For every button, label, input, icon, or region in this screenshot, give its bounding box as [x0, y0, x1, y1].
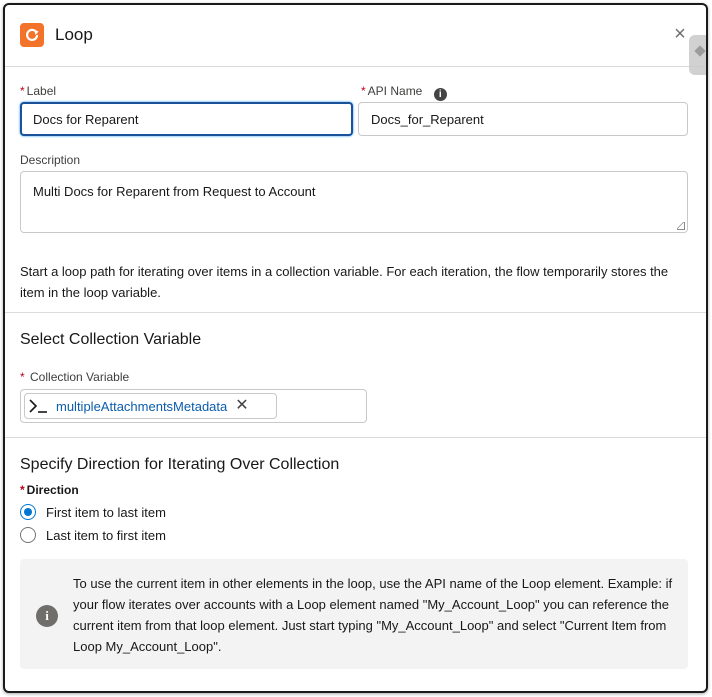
- direction-section-title: Specify Direction for Iterating Over Collection: [20, 456, 340, 473]
- loop-icon: [20, 23, 44, 47]
- radio-label: First item to last item: [46, 504, 166, 520]
- close-icon[interactable]: ×: [674, 23, 686, 45]
- direction-field-label: * Direction: [20, 483, 79, 497]
- remove-pill-icon[interactable]: ✕: [235, 397, 249, 414]
- description-value: Multi Docs for Reparent from Request to Account: [33, 184, 316, 199]
- api-name-input-value: Docs_for_Reparent: [371, 111, 484, 127]
- label-field-label: * Label: [20, 84, 57, 98]
- info-box-text: To use the current item in other elements in the loop, use the API name of the Loop element. Example: if your flow iterates over accounts with a Loop element named "My_Account_Loop" you can reference the current item from that loop element. Just start typing "My_Account_Loop" and select "Current Item from Loop My_Account_Loop".: [73, 576, 673, 654]
- collection-variable-label: * Collection Variable: [20, 370, 130, 384]
- info-icon: i: [36, 605, 58, 627]
- radio-last-to-first[interactable]: [20, 527, 166, 543]
- side-panel-tab[interactable]: [689, 35, 708, 75]
- modal-header: [5, 5, 706, 67]
- section-divider: [5, 437, 706, 438]
- radio-label: Last item to first item: [46, 527, 166, 543]
- collection-variable-name: multipleAttachmentsMetadata: [56, 398, 228, 414]
- resize-handle[interactable]: [677, 222, 685, 230]
- loop-help-text: Start a loop path for iterating over items in a collection variable. For each iteration, the flow temporarily stores the item in the loop variable.: [20, 264, 669, 300]
- loop-modal: [3, 3, 708, 693]
- variable-icon: [28, 396, 50, 416]
- api-name-input[interactable]: [358, 102, 688, 136]
- description-field-label: Description: [20, 153, 81, 167]
- label-input-value: Docs for Reparent: [33, 111, 139, 127]
- modal-title: Loop: [55, 25, 93, 44]
- info-icon[interactable]: i: [434, 88, 447, 101]
- collection-section-title: Select Collection Variable: [20, 331, 202, 348]
- radio-button[interactable]: [20, 504, 36, 520]
- collection-variable-input[interactable]: [20, 389, 367, 423]
- collection-variable-pill[interactable]: [24, 393, 277, 419]
- radio-first-to-last[interactable]: [20, 504, 166, 520]
- api-name-field-label: * API Name i: [361, 84, 447, 101]
- radio-button[interactable]: [20, 527, 36, 543]
- info-box: [20, 559, 688, 669]
- section-divider: [5, 312, 706, 313]
- label-input[interactable]: [20, 102, 353, 136]
- description-textarea[interactable]: [20, 171, 688, 233]
